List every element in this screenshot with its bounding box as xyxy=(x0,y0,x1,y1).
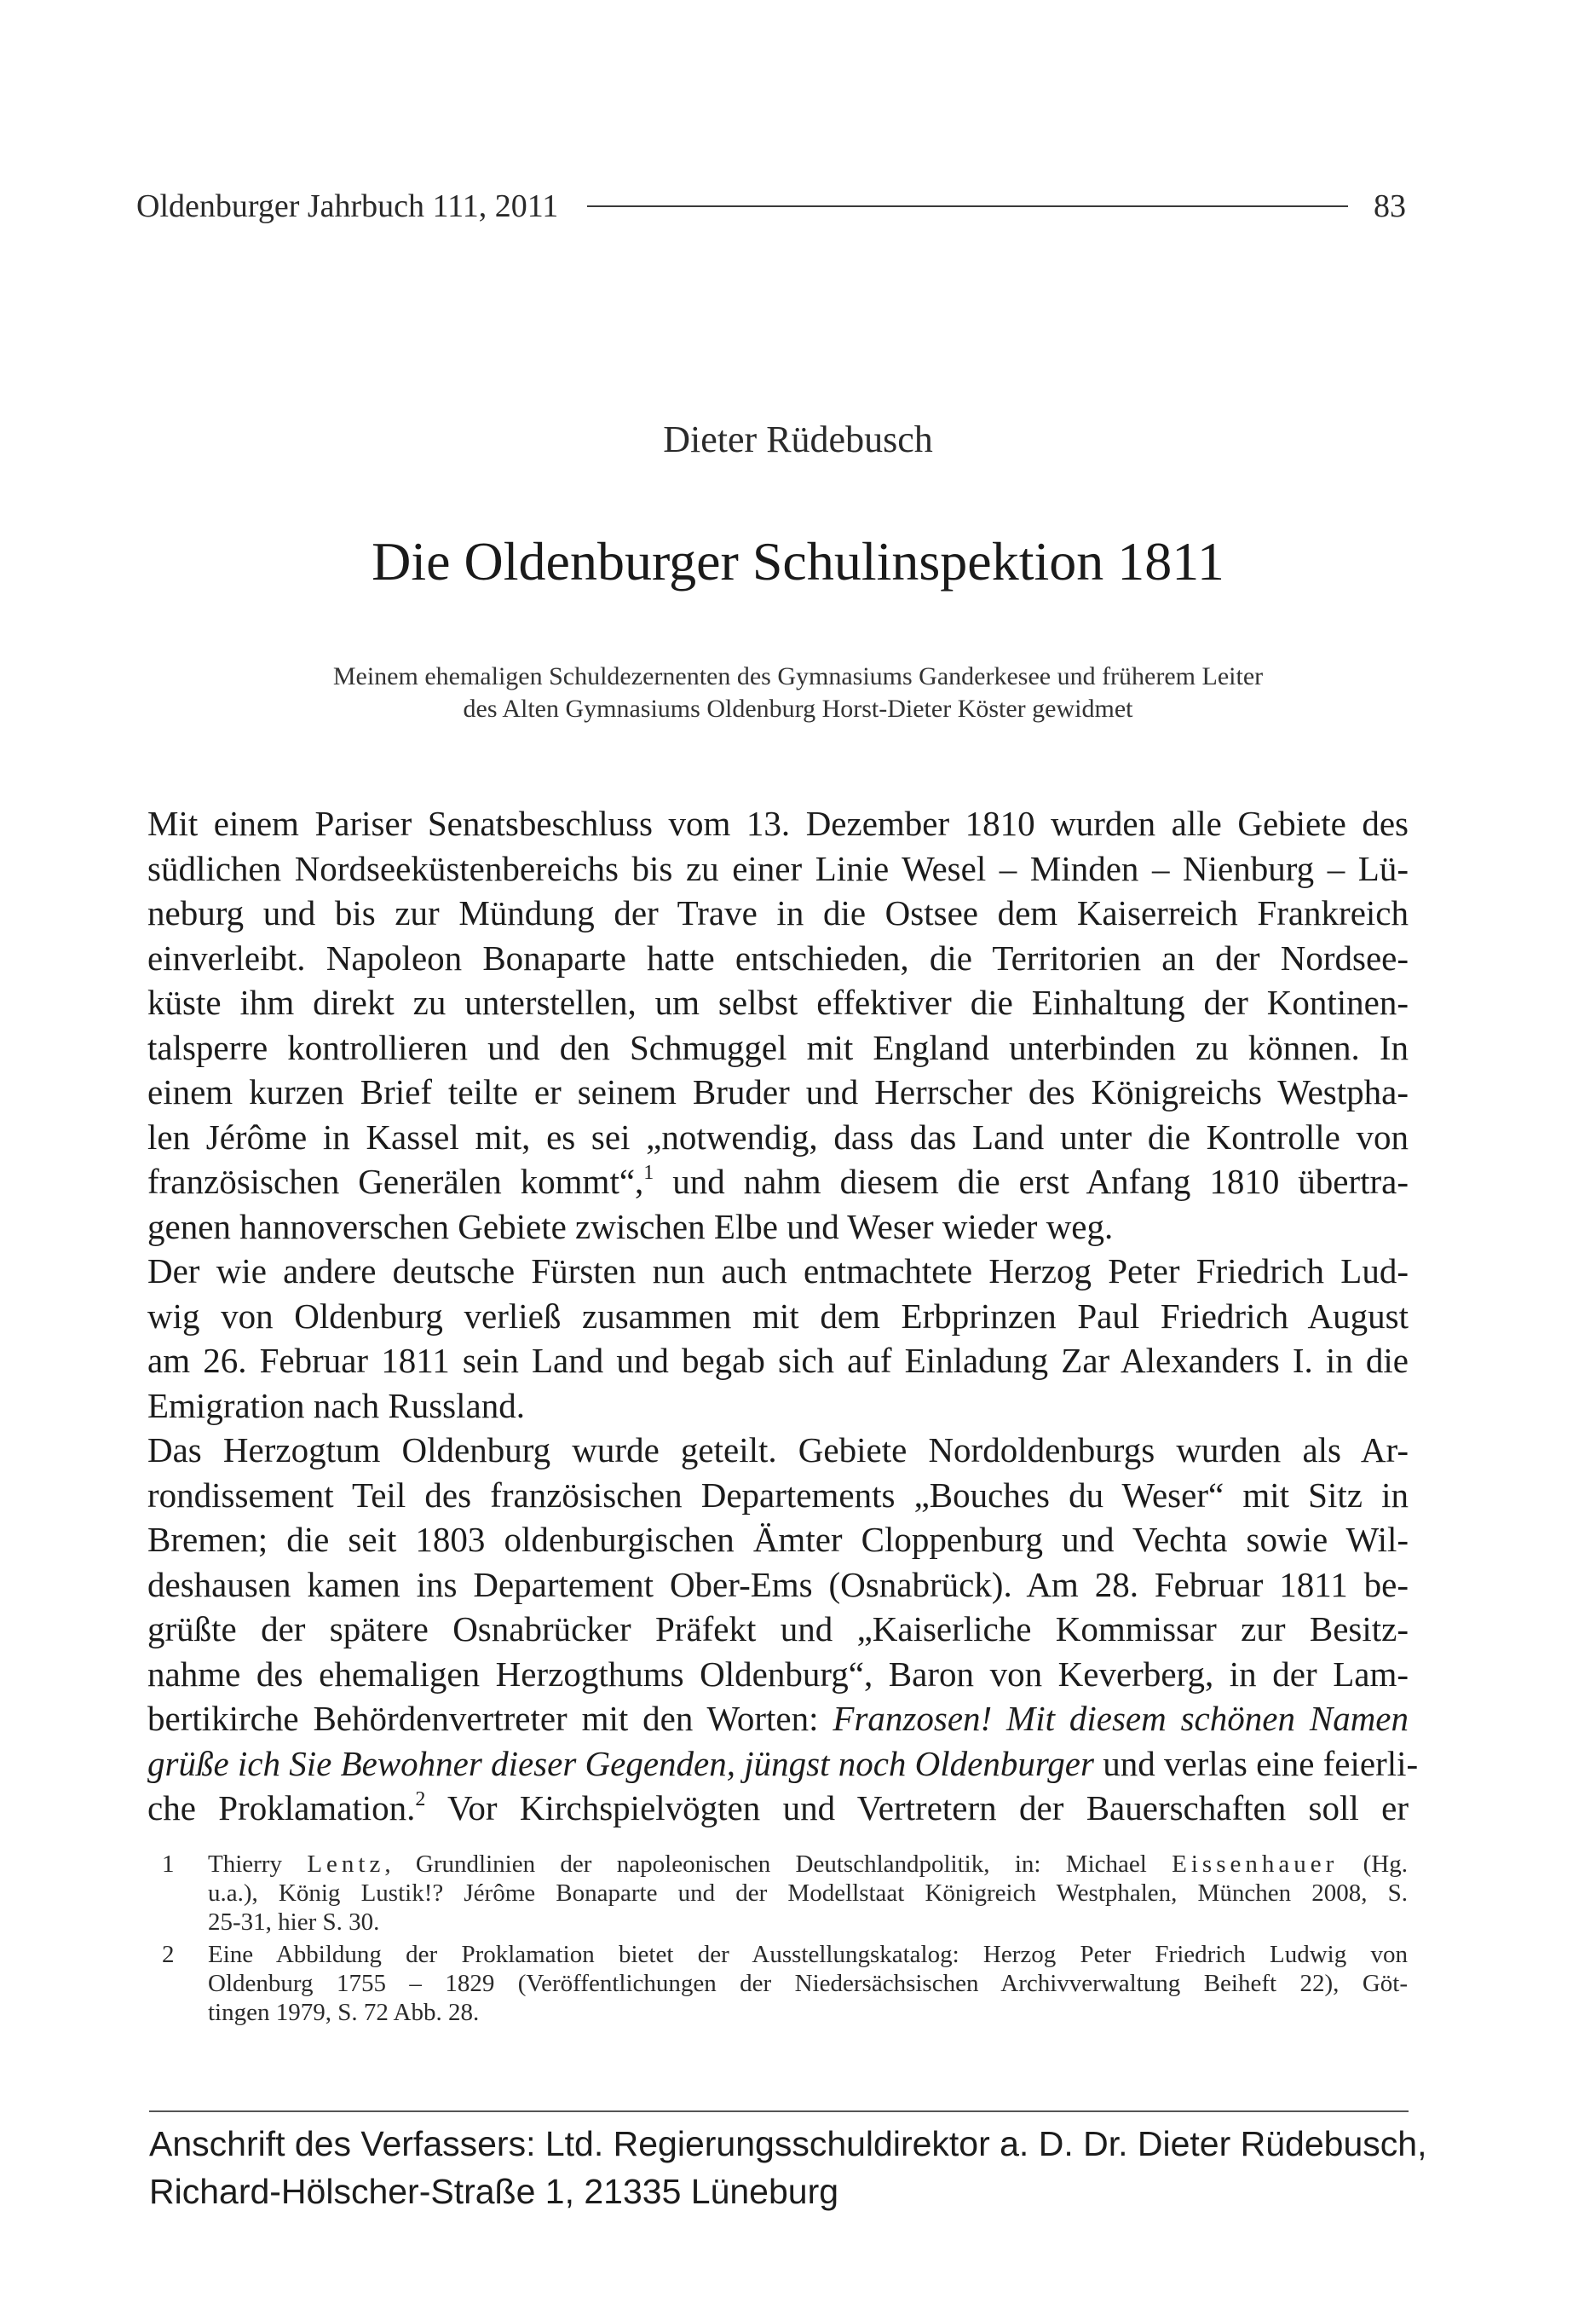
body-line xyxy=(147,1741,1419,1787)
article-title: Die Oldenburger Schulinspektion 1811 xyxy=(372,531,1224,592)
body-line: len Jérôme in Kassel mit, es sei „notwendig, dass das Land unter die Kontrolle von xyxy=(147,1117,1409,1157)
footnote-number: 2 xyxy=(162,1941,175,1968)
running-header xyxy=(136,188,1406,225)
body-line: talsperre kontrollieren und den Schmuggel mit England unterbinden zu können. In xyxy=(147,1027,1409,1067)
body-line: Bremen; die seit 1803 oldenburgischen Ämter Cloppenburg und Vechta sowie Wil- xyxy=(147,1520,1409,1559)
footnote-line xyxy=(208,1850,1408,1879)
quote-text: Franzosen! Mit diesem schönen Namen xyxy=(833,1699,1409,1738)
header-rule xyxy=(587,205,1348,207)
footnote-text xyxy=(208,1940,1408,2027)
body-text: und verlas eine feierli- xyxy=(1093,1743,1419,1783)
footnote-number: 1 xyxy=(162,1850,175,1878)
address-line: Anschrift des Verfassers: Ltd. Regierungsschuldirektor a. D. Dr. Dieter Rüdebusch, xyxy=(149,2124,1427,2163)
footnote-text-part: (Hg. xyxy=(1338,1850,1408,1878)
body-line: Das Herzogtum Oldenburg wurde geteilt. Gebiete Nordoldenburgs wurden als Ar- xyxy=(147,1430,1409,1469)
body-line: Der wie andere deutsche Fürsten nun auch entmachtete Herzog Peter Friedrich Lud- xyxy=(147,1251,1409,1290)
body-line: wig von Oldenburg verließ zusammen mit dem Erbprinzen Paul Friedrich August xyxy=(147,1296,1409,1336)
footnotes xyxy=(162,1850,1408,2030)
body-line xyxy=(147,1786,1409,1831)
page-number: 83 xyxy=(1374,188,1406,224)
body-line: einverleibt. Napoleon Bonaparte hatte entschieden, die Territorien an der Nordsee- xyxy=(147,938,1409,978)
footnote-text-part: Thierry xyxy=(208,1850,308,1878)
quote-text: grüße ich Sie Bewohner dieser Gegenden, jüngst noch Oldenburger xyxy=(147,1743,1094,1783)
dedication-line: des Alten Gymnasiums Oldenburg Horst-Dieter Köster gewidmet xyxy=(463,695,1133,723)
body-text: che Proklamation. xyxy=(147,1788,416,1827)
footnote-line: u.a.), König Lustik!? Jérôme Bonaparte und der Modellstaat Königreich Westphalen, München 2008, S. xyxy=(208,1879,1408,1907)
footnote-line: tingen 1979, S. 72 Abb. 28. xyxy=(208,1999,480,2026)
footnote-ref-1[interactable]: 1 xyxy=(643,1162,654,1184)
footnote-line: Eine Abbildung der Proklamation bietet der Ausstellungskatalog: Herzog Peter Friedrich Ludwig von xyxy=(208,1941,1408,1968)
body-line: am 26. Februar 1811 sein Land und begab sich auf Einladung Zar Alexanders I. in die xyxy=(147,1341,1409,1380)
journal-title: Oldenburger Jahrbuch 111, 2011 xyxy=(136,188,559,224)
article-body xyxy=(147,801,1419,1831)
body-line: einem kurzen Brief teilte er seinem Bruder und Herrscher des Königreichs Westpha- xyxy=(147,1072,1409,1111)
body-text: französischen Generälen kommt“, xyxy=(147,1162,644,1201)
address-line: Richard-Hölscher-Straße 1, 21335 Lüneburg xyxy=(149,2172,839,2211)
body-line xyxy=(147,1159,1409,1204)
body-line: küste ihm direkt zu unterstellen, um selbst effektiver die Einhaltung der Kontinen- xyxy=(147,983,1409,1022)
footnote-text-part: , Grundlinien der napoleonischen Deutschlandpolitik, in: Michael xyxy=(384,1850,1173,1878)
body-line xyxy=(147,1696,1409,1741)
body-line: genen hannoverschen Gebiete zwischen Elbe und Weser wieder weg. xyxy=(147,1206,1114,1246)
footnote-2 xyxy=(162,1940,1408,2027)
address-rule xyxy=(149,2110,1409,2112)
body-text: und nahm diesem die erst Anfang 1810 übertra- xyxy=(654,1162,1409,1201)
footnote-text xyxy=(208,1850,1408,1937)
footnote-line: 25-31, hier S. 30. xyxy=(208,1908,380,1936)
author-name-spaced: Eissenhauer xyxy=(1172,1850,1339,1878)
body-line: Emigration nach Russland. xyxy=(147,1385,525,1425)
body-line: rondissement Teil des französischen Departements „Bouches du Weser“ mit Sitz in xyxy=(147,1475,1409,1515)
dedication-line: Meinem ehemaligen Schuldezernenten des Gymnasiums Ganderkesee und früherem Leiter xyxy=(332,662,1264,690)
body-text: bertikirche Behördenvertreter mit den Worten: xyxy=(147,1699,833,1738)
body-line: deshausen kamen ins Departement Ober-Ems (Osnabrück). Am 28. Februar 1811 be- xyxy=(147,1564,1409,1604)
author-name-spaced: Lentz xyxy=(307,1850,385,1878)
body-line: grüßte der spätere Osnabrücker Präfekt und „Kaiserliche Kommissar zur Besitz- xyxy=(147,1609,1409,1648)
body-line: nahme des ehemaligen Herzogthums Oldenburg“, Baron von Keverberg, in der Lam- xyxy=(147,1654,1409,1694)
author-address xyxy=(149,2120,1427,2215)
footnote-ref-2[interactable]: 2 xyxy=(415,1788,426,1810)
article-author: Dieter Rüdebusch xyxy=(663,419,933,460)
body-line: südlichen Nordseeküstenbereichs bis zu einer Linie Wesel – Minden – Nienburg – Lü- xyxy=(147,848,1409,888)
footnote-1 xyxy=(162,1850,1408,1937)
body-line: Mit einem Pariser Senatsbeschluss vom 13. Dezember 1810 wurden alle Gebiete des xyxy=(147,804,1409,843)
footnote-line: Oldenburg 1755 – 1829 (Veröffentlichungen der Niedersächsischen Archivverwaltung Beiheft 22), Göt- xyxy=(208,1970,1408,1997)
body-text: Vor Kirchspielvögten und Vertretern der Bauerschaften soll er xyxy=(425,1788,1409,1827)
dedication xyxy=(205,661,1391,725)
body-line: neburg und bis zur Mündung der Trave in die Ostsee dem Kaiserreich Frankreich xyxy=(147,893,1409,932)
